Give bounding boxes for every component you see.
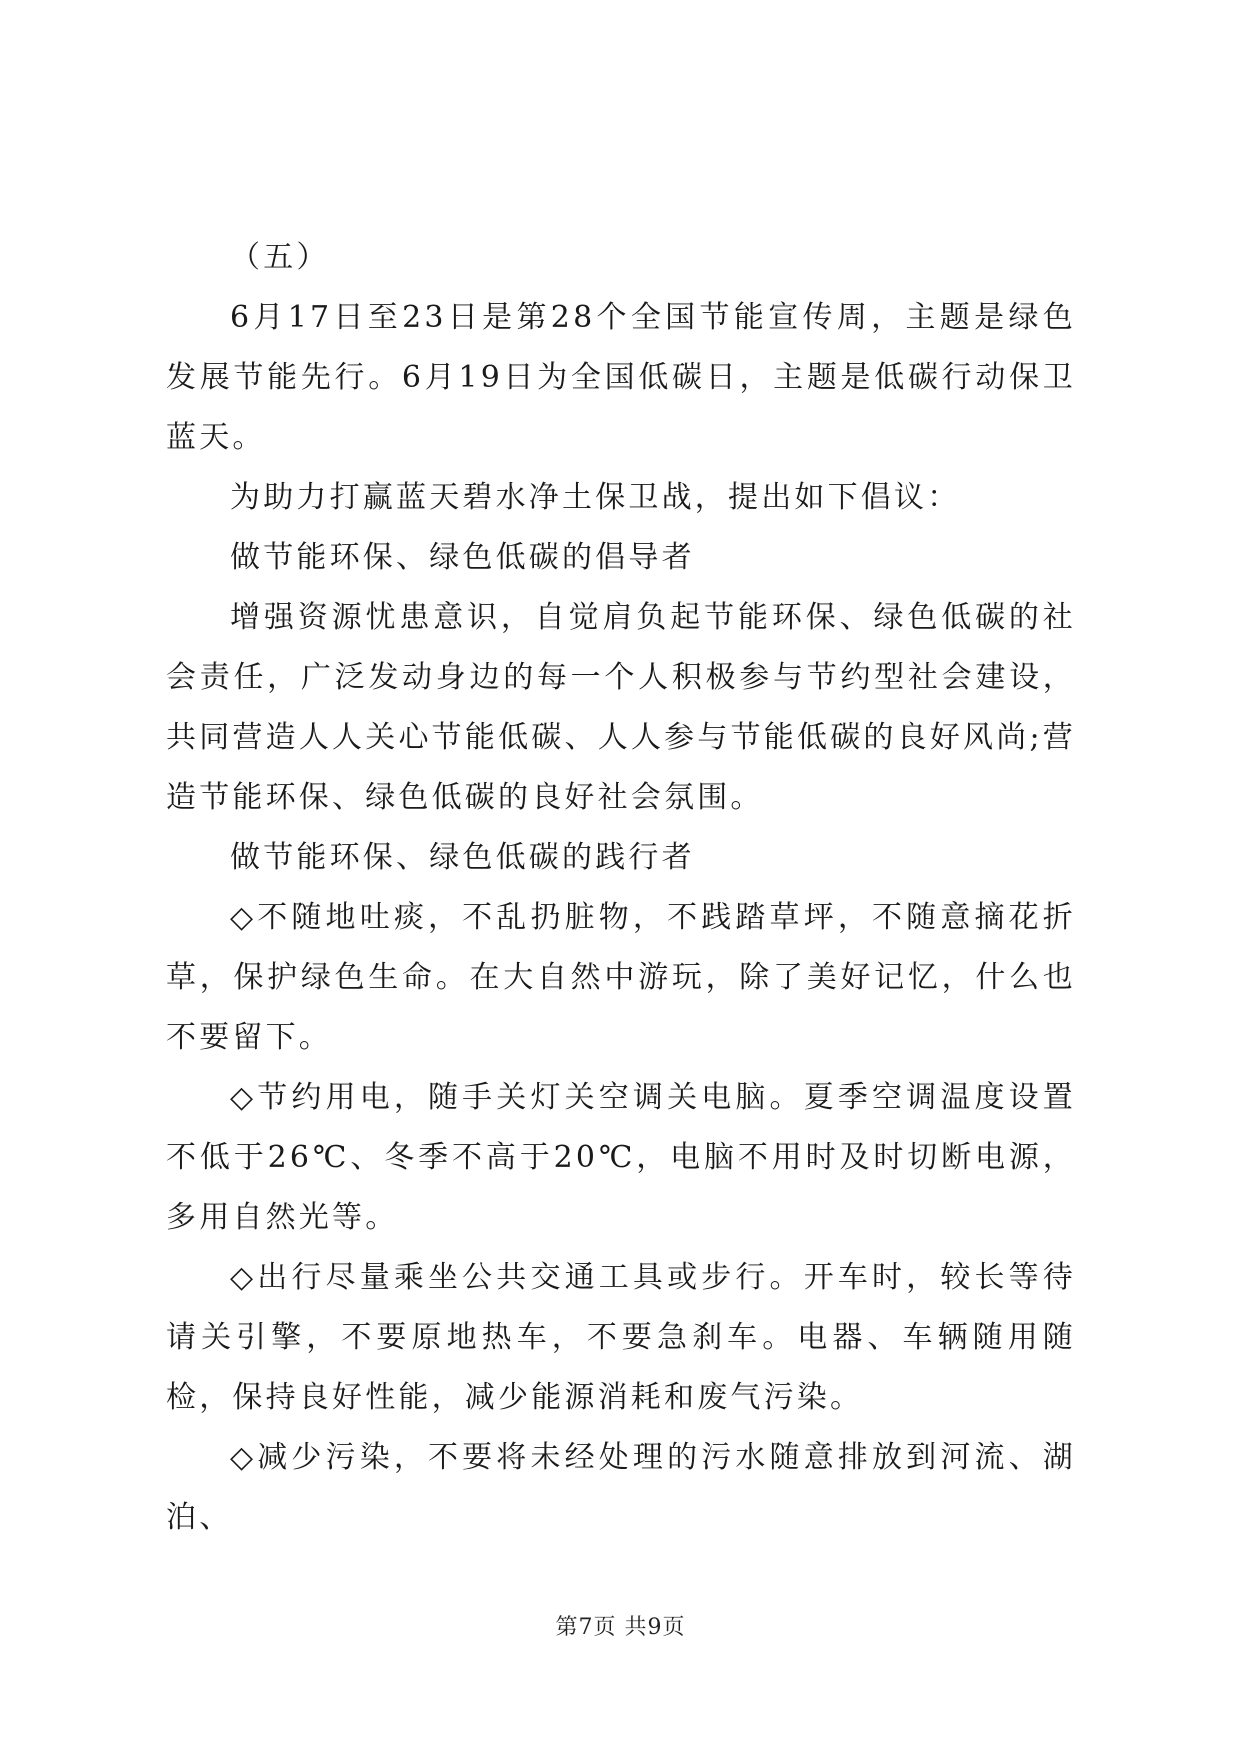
paragraph-intro: 6月17日至23日是第28个全国节能宣传周，主题是绿色发展节能先行。6月19日为全国低碳日，主题是低碳行动保卫蓝天。: [166, 300, 1076, 455]
paragraph-proposal: 为助力打赢蓝天碧水净土保卫战，提出如下倡议：: [230, 480, 961, 515]
document-body: [166, 228, 1076, 1548]
section-number: （五）: [230, 240, 330, 275]
heading-practitioner: 做节能环保、绿色低碳的践行者: [230, 840, 695, 875]
heading-advocate: 做节能环保、绿色低碳的倡导者: [230, 540, 695, 575]
page-footer: 第7页 共9页: [555, 1615, 686, 1640]
paragraph-advocate: 增强资源忧患意识，自觉肩负起节能环保、绿色低碳的社会责任，广泛发动身边的每一个人积极参与节约型社会建设，共同营造人人关心节能低碳、人人参与节能低碳的良好风尚;营造节能环保、绿色低碳的良好社会氛围。: [166, 600, 1076, 815]
bullet-green-life: ◇不随地吐痰，不乱扔脏物，不践踏草坪，不随意摘花折草，保护绿色生命。在大自然中游玩，除了美好记忆，什么也不要留下。: [166, 900, 1076, 1055]
bullet-save-electricity: ◇节约用电，随手关灯关空调关电脑。夏季空调温度设置不低于26℃、冬季不高于20℃，电脑不用时及时切断电源，多用自然光等。: [166, 1080, 1076, 1235]
bullet-reduce-pollution: ◇减少污染，不要将未经处理的污水随意排放到河流、湖泊、: [166, 1440, 1076, 1535]
bullet-transport: ◇出行尽量乘坐公共交通工具或步行。开车时，较长等待请关引擎，不要原地热车，不要急刹车。电器、车辆随用随检，保持良好性能，减少能源消耗和废气污染。: [166, 1260, 1076, 1415]
